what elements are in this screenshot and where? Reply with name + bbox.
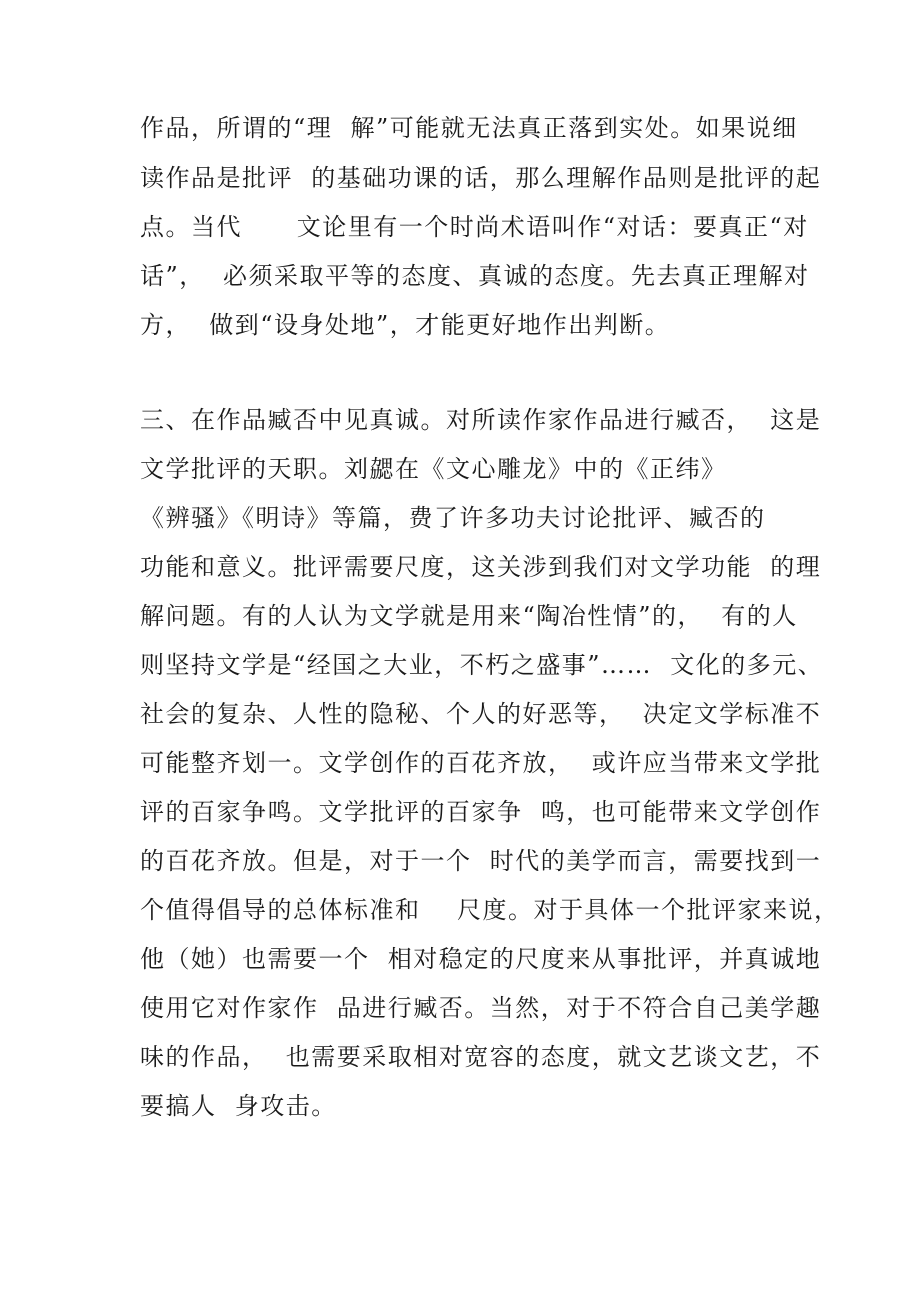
text-line: 话”， 必须采取平等的态度、真诚的态度。先去真正理解对 (140, 262, 810, 290)
text-line: 要搞人 身攻击。 (140, 1092, 337, 1120)
text-line: 方， 做到“设身处地”，才能更好地作出判断。 (140, 311, 671, 339)
text-line: 社会的复杂、人性的隐秘、个人的好恶等， 决定文学标准不 (140, 700, 822, 728)
text-line: 的百花齐放。但是，对于一个 时代的美学而言，需要找到一 (140, 847, 822, 875)
text-line: 功能和意义。批评需要尺度，这关涉到我们对文学功能 的理 (140, 553, 822, 581)
text-line: 个值得倡导的总体标准和 尺度。对于具体一个批评家来说， (140, 896, 840, 924)
text-line: 解问题。有的人认为文学就是用来“陶冶性情”的， 有的人 (140, 602, 798, 630)
text-line: 评的百家争鸣。文学批评的百家争 鸣，也可能带来文学创作 (140, 798, 822, 826)
text-line: 读作品是批评 的基础功课的话，那么理解作品则是批评的起 (140, 164, 822, 192)
text-line: 三、在作品臧否中见真诚。对所读作家作品进行臧否， 这是 (140, 406, 822, 434)
text-line: 作品，所谓的“理 解”可能就无法真正落到实处。如果说细 (140, 114, 798, 142)
text-line: 可能整齐划一。文学创作的百花齐放， 或许应当带来文学批 (140, 749, 822, 777)
text-line: 文学批评的天职。刘勰在《文心雕龙》中的《正纬》 (140, 455, 727, 483)
text-line: 点。当代 文论里有一个时尚术语叫作“对话：要真正“对 (140, 213, 809, 241)
text-line: 《辨骚》《明诗》等篇，费了许多功夫讨论批评、臧否的 (140, 504, 766, 532)
text-line: 味的作品， 也需要采取相对宽容的态度，就文艺谈文艺，不 (140, 1043, 822, 1071)
text-line: 使用它对作家作 品进行臧否。当然，对于不符合自己美学趣 (140, 994, 822, 1022)
text-line: 他（她）也需要一个 相对稳定的尺度来从事批评，并真诚地 (140, 945, 822, 973)
text-line: 则坚持文学是“经国之大业，不朽之盛事”…… 文化的多元、 (140, 651, 824, 679)
